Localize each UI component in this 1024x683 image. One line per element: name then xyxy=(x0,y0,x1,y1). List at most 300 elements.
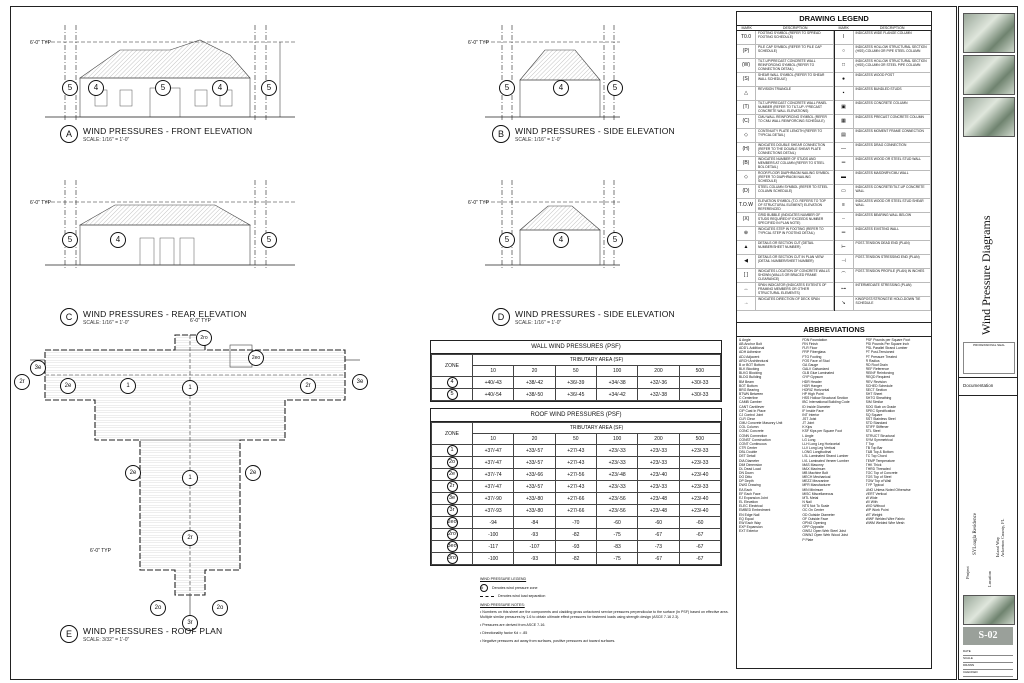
legend-description: GRID BUBBLE (INDICATES NUMBER OF STUDS REQUIRED IF EXCEEDS NUMBER SPECIFIED IN PLAN NOTE) xyxy=(756,213,834,226)
legend-row xyxy=(835,31,932,45)
abbreviations xyxy=(736,322,932,669)
abbreviation-item: IBC International Building Code xyxy=(802,400,850,405)
abbreviation-item: TYP Typical xyxy=(865,483,884,488)
drawing-legend xyxy=(736,11,932,323)
zone-cell xyxy=(432,553,473,565)
legend-row xyxy=(835,115,932,129)
view-title-a: WIND PRESSURES - FRONT ELEVATION xyxy=(83,126,253,136)
pressure-cell: +37/-74 xyxy=(473,469,514,481)
abbreviation-item: WT Weight xyxy=(865,512,883,517)
view-scale-b: SCALE: 1/16" = 1'-0" xyxy=(515,137,562,143)
pressure-cell: +37/-47 xyxy=(473,457,514,469)
zone-cell xyxy=(432,389,473,401)
abbreviation-item: WP Work Point xyxy=(865,508,889,513)
legend-description: POST-TENSION PROFILE (PLAN) IN INCHES xyxy=(854,269,932,282)
dim-typ: 6'-0" TYP xyxy=(90,548,111,554)
zone-circle-icon: 2eo xyxy=(447,517,458,528)
abbreviation-item: DBL Double xyxy=(739,450,758,455)
abbreviation-item: EXT Exterior xyxy=(739,529,759,534)
abbreviation-item: VERT Vertical xyxy=(865,491,887,496)
legend-row xyxy=(737,241,834,255)
abbreviation-item: TB Top Bar xyxy=(865,446,883,451)
pressure-cell: +40/-43 xyxy=(473,377,514,389)
abbreviation-item: P Plate xyxy=(802,537,814,542)
pressure-cell: -60 xyxy=(596,517,637,529)
zone-circle-icon: 3e xyxy=(447,493,458,504)
legend-symbol-icon: (D) xyxy=(737,185,756,198)
pressure-cell: +34/-42 xyxy=(596,389,637,401)
pressure-cell: +23/-33 xyxy=(638,445,679,457)
abbreviation-item: LONG Longitudinal xyxy=(802,450,832,455)
area-column-header: 200 xyxy=(638,434,679,445)
legend-row xyxy=(737,227,834,241)
area-column-header: 50 xyxy=(555,434,596,445)
legend-row xyxy=(835,283,932,297)
legend-row xyxy=(835,171,932,185)
legend-row xyxy=(737,157,834,171)
legend-description: INDICATES HOLLOW STRUCTURAL SECTION (HSS) COLUMN OR PIPE STEEL COLUMN xyxy=(854,45,932,58)
abbreviation-item: & Angle xyxy=(739,338,751,342)
abbreviation-item: GLB Glue Laminated xyxy=(802,371,834,376)
pressure-cell: +23/-33 xyxy=(638,481,679,493)
abbreviation-item: OD Outside Diameter xyxy=(802,512,835,517)
legend-row xyxy=(737,143,834,157)
view-marker-c: C xyxy=(60,308,78,326)
zone-cell xyxy=(432,529,473,541)
zone-bubble: 5 xyxy=(607,80,623,96)
zone-bubble: 4 xyxy=(553,232,569,248)
abbreviation-item: MAX Maximum xyxy=(802,466,826,471)
project-photo xyxy=(963,97,1015,137)
legend-row xyxy=(835,255,932,269)
abbreviation-item: PT Post-Tensioned xyxy=(865,350,895,355)
legend-description: CMU WALL REINFORCING SYMBOL (REFER TO CMU WALL REINFORCING SCHEDULE) xyxy=(756,115,834,128)
abbreviation-item: TEMP Temperature xyxy=(865,458,895,463)
pressure-cell: -107 xyxy=(514,541,555,553)
pressure-cell: +23/-33 xyxy=(596,445,637,457)
pressure-cell: -67 xyxy=(638,529,679,541)
abbreviation-item: HORIZ Horizontal xyxy=(802,387,830,392)
roof-pressure-table xyxy=(430,408,722,566)
legend-symbol-icon: ⌒ xyxy=(835,269,854,282)
legend-description: INDICATES MOMENT FRAME CONNECTION xyxy=(854,129,932,142)
pressure-cell: +33/-66 xyxy=(514,469,555,481)
project-photo xyxy=(963,13,1015,53)
view-scale-d: SCALE: 1/16" = 1'-0" xyxy=(515,320,562,326)
pressure-cell: +23/-48 xyxy=(638,505,679,517)
legend-row xyxy=(835,185,932,199)
legend-symbol-icon: ═ xyxy=(835,157,854,170)
abbreviation-item: GALV Galvanized xyxy=(802,367,830,372)
dim-typ: 6'-0" TYP xyxy=(30,200,51,206)
pressure-cell: -73 xyxy=(638,541,679,553)
zone-cell xyxy=(432,481,473,493)
legend-description: INDICATES LOCATION OF CONCRETE WALLS SHOWN (WALLS OR BRACED FRAME CLEARANCE) xyxy=(756,269,834,282)
side-elevation-d-drawing xyxy=(485,180,620,268)
zone-header: ZONE xyxy=(432,423,473,445)
wall-table-title: WALL WIND PRESSURES (PSF) xyxy=(431,341,721,354)
zone-circle-icon: 2e xyxy=(447,469,458,480)
legend-description: CONTINUITY PLATE LENGTH (REFER TO TYPICAL DETAIL) xyxy=(756,129,834,142)
legend-symbol-icon: (W) xyxy=(737,59,756,72)
abbreviation-item: FRP Fiberglass xyxy=(802,350,826,355)
abbreviation-item: REF Reference xyxy=(865,367,890,372)
abbreviation-item: FLR Floor xyxy=(802,346,818,351)
table-row xyxy=(432,553,721,565)
abbreviation-item: OWSJ Open Web Steel Joist xyxy=(802,529,846,534)
project-name: SYLoagla Residence xyxy=(973,512,978,555)
table-row xyxy=(432,469,721,481)
abbreviation-item: HGR Hanger xyxy=(802,383,822,388)
legend-symbol-icon: (P) xyxy=(737,45,756,58)
abbreviation-item: EL Elevation xyxy=(739,500,758,505)
abbreviation-item: SCHED Schedule xyxy=(865,383,893,388)
zone-bubble: 2r xyxy=(182,530,198,546)
area-column-header: 100 xyxy=(596,434,637,445)
title-block-meta: CHECKED xyxy=(963,670,1013,677)
pressure-cell: -67 xyxy=(679,553,720,565)
abbreviation-item: EMBED Embedment xyxy=(739,508,771,513)
rear-elevation-drawing xyxy=(45,180,295,268)
abbreviation-item: LG Long xyxy=(802,437,816,442)
pressure-cell: -67 xyxy=(638,553,679,565)
abbreviation-item: STRUCT Structural xyxy=(865,433,895,438)
abbreviation-item: STIFF Stiffener xyxy=(865,425,889,430)
abbreviation-item: N Nail xyxy=(802,500,812,505)
location-label: Location xyxy=(987,571,992,587)
legend-description: INDICATES STEP IN FOOTING (REFER TO TYPICAL STEP IN FOOTING DETAIL) xyxy=(756,227,834,240)
abbreviation-item: DN Down xyxy=(739,471,754,475)
abbreviation-item: BRG Bearing xyxy=(739,387,759,392)
abbreviation-item: FOS Face of Stud xyxy=(802,358,830,363)
abbreviation-item: IF Inside Face xyxy=(802,408,824,413)
pressure-cell: +23/-33 xyxy=(596,457,637,469)
legend-description: ROOF/FLOOR DIAPHRAGM NAILING SYMBOL (REFER TO DIAPHRAGM NAILING SCHEDULE) xyxy=(756,171,834,184)
note-item: • Pressures are derived from ASCE 7-16. xyxy=(480,623,546,627)
area-column-header: 100 xyxy=(596,366,637,377)
legend-symbol-icon: ◇ xyxy=(737,129,756,142)
zone-bubble: 5 xyxy=(62,80,78,96)
legend-description: DETAILS OR SECTION CUT (DETAIL NUMBER/SHEET NUMBER) xyxy=(756,241,834,254)
view-scale-a: SCALE: 1/16" = 1'-0" xyxy=(83,137,130,143)
abbreviation-item: EJ Expansion Joint xyxy=(739,495,768,500)
abbreviation-item: B or BOT Bottom xyxy=(739,362,765,367)
project-photo xyxy=(963,55,1015,95)
abbreviation-item: BLKG Blocking xyxy=(739,371,762,376)
zone-bubble: 2e xyxy=(60,378,76,394)
abbreviation-item: THRD Threaded xyxy=(865,466,891,471)
legend-col-mark: MARK xyxy=(838,26,849,30)
wall-pressure-table xyxy=(430,340,722,402)
abbreviation-item: SOG Slab on Grade xyxy=(865,404,896,409)
pressure-cell: +36/-45 xyxy=(555,389,596,401)
abbreviation-item: LVL Laminated Veneer Lumber xyxy=(802,458,849,463)
side-elevation-b-drawing xyxy=(485,25,620,120)
abbreviation-item: FIN Finish xyxy=(802,342,818,347)
pressure-cell: +27/-66 xyxy=(555,493,596,505)
legend-symbol-icon: ⊣ xyxy=(835,255,854,268)
pressure-cell: -100 xyxy=(473,553,514,565)
legend-row xyxy=(737,199,834,213)
abbreviation-item: SQ Square xyxy=(865,412,883,417)
table-row xyxy=(432,541,721,553)
title-block-meta: SCALE xyxy=(963,656,1013,663)
view-scale-c: SCALE: 1/16" = 1'-0" xyxy=(83,320,130,326)
abbreviation-item: DO Ditto xyxy=(739,475,752,480)
note-item: • Directionality factor Kd = .85 xyxy=(480,631,528,635)
pressure-cell: -93 xyxy=(555,541,596,553)
zone-circle-icon: 3ro xyxy=(447,553,458,564)
zone-bubble: 5 xyxy=(499,232,515,248)
legend-row xyxy=(835,269,932,283)
abbreviation-item: TOS Top of Steel xyxy=(865,475,892,480)
pressure-cell: +33/-57 xyxy=(514,457,555,469)
legend-symbol-icon: ▣ xyxy=(835,101,854,114)
abbreviation-item: DIM Dimension xyxy=(739,462,763,467)
legend-description: INDICATES PRECAST CONCRETE COLUMN xyxy=(854,115,932,128)
abbreviation-item: EN Edge Nail xyxy=(739,512,760,517)
abbreviation-item: MEZZ Mezzanine xyxy=(802,479,829,484)
zone-cell xyxy=(432,457,473,469)
legend-description: INDICATES WOOD OR STEEL STUD WALL xyxy=(854,157,932,170)
legend-symbol-icon: (C) xyxy=(737,115,756,128)
pressure-cell: +36/-39 xyxy=(555,377,596,389)
legend-symbol-icon: ◀ xyxy=(737,255,756,268)
abbreviation-item: CLR Clear xyxy=(739,416,755,421)
pressure-cell: +23/-56 xyxy=(596,505,637,517)
legend-symbol-icon: ↔ xyxy=(737,283,756,296)
abbreviation-item: GA Gauge xyxy=(802,362,819,367)
legend-symbol-icon: ↘ xyxy=(835,297,854,310)
legend-symbol-icon: (S) xyxy=(737,73,756,86)
legend-description: INDICATES NUMBER OF STUDS AND MEMBERS AT COLUMN (REFER TO STEEL BOL DETAIL) xyxy=(756,157,834,170)
abbreviation-item: SST Stainless Steel xyxy=(865,416,896,421)
table-row xyxy=(432,517,721,529)
zone-circle-icon: 2o xyxy=(447,457,458,468)
abbreviation-item: CONC Concrete xyxy=(739,429,764,434)
abbreviation-item: THK Thick xyxy=(865,462,882,467)
pressure-cell: +23/-33 xyxy=(638,457,679,469)
zone-bubble: 3e xyxy=(30,360,46,376)
abbreviation-item: RD Roof Drain xyxy=(865,362,888,367)
legend-description: INDICATES DRAG CONNECTION xyxy=(854,143,932,156)
table-row xyxy=(432,445,721,457)
legend-symbol-icon: ▤ xyxy=(835,129,854,142)
pressure-cell: -84 xyxy=(514,517,555,529)
dim-typ: 6'-0" TYP xyxy=(190,318,211,324)
abbreviation-item: STL Steel xyxy=(865,429,881,434)
pressure-cell: -82 xyxy=(555,529,596,541)
pressure-cell: +33/-80 xyxy=(514,493,555,505)
abbreviation-item: CONN Connection xyxy=(739,433,768,438)
abbreviation-item: CAMB Camber xyxy=(739,400,762,405)
legend-symbol-icon: ▦ xyxy=(835,115,854,128)
dim-typ: 6'-0" TYP xyxy=(468,200,489,206)
notes-title: WIND PRESSURE NOTES: xyxy=(480,603,525,607)
pressure-cell: +23/-40 xyxy=(679,493,720,505)
area-column-header: 10 xyxy=(473,434,514,445)
legend-description: STEEL COLUMN SYMBOL (REFER TO STEEL COLUMN SCHEDULE) xyxy=(756,185,834,198)
abbreviation-item: CTR Center xyxy=(739,446,758,451)
legend-symbol-icon: △ xyxy=(737,87,756,100)
pressure-legend-notes xyxy=(480,577,730,647)
abbreviation-item: ID Inside Diameter xyxy=(802,404,831,409)
zone-header: ZONE xyxy=(432,355,473,377)
abbreviation-item: SPEC Specification xyxy=(865,408,896,413)
zone-bubble: 1 xyxy=(182,380,198,396)
legend-row xyxy=(835,143,932,157)
abbreviation-item: ELEC Electrical xyxy=(739,504,763,509)
pressure-cell: +30/-33 xyxy=(679,377,720,389)
abbreviation-item: MAS Masonry xyxy=(802,462,824,467)
zone-bubble: 1 xyxy=(120,378,136,394)
legend-description: INDICATES HOLLOW STRUCTURAL SECTION (HSS) COLUMN OR STEEL PIPE COLUMN xyxy=(854,59,932,72)
legend-description: DETAILS OR SECTION CUT IN PLAN VIEW (DETAIL NUMBER/SHEET NUMBER) xyxy=(756,255,834,268)
abbreviation-item: FTG Footing xyxy=(802,354,822,359)
legend-symbol-icon: ▭ xyxy=(835,185,854,198)
legend-row xyxy=(737,45,834,59)
area-column-header: 500 xyxy=(679,434,720,445)
abbreviation-item: REINF Reinforcing xyxy=(865,371,894,376)
zone-bubble: 5 xyxy=(607,232,623,248)
abbreviation-item: SYM Symmetrical xyxy=(865,437,893,442)
abbreviation-item: ARCH Architectural xyxy=(739,358,769,363)
zone-bubble: 2r xyxy=(14,374,30,390)
pressure-cell: -67 xyxy=(679,541,720,553)
pressure-cell: +23/-56 xyxy=(596,493,637,505)
zone-bubble: 5 xyxy=(261,232,277,248)
area-header: TRIBUTARY AREA (SF) xyxy=(473,423,721,434)
legend-col-desc: DESCRIPTION xyxy=(782,26,808,30)
pressure-cell: +23/-48 xyxy=(638,493,679,505)
legend-symbol-icon: ▲ xyxy=(737,241,756,254)
abbreviation-item: K Kips xyxy=(802,425,813,430)
legend-symbol-icon: I xyxy=(835,31,854,44)
legend-row xyxy=(737,129,834,143)
abbreviation-item: EA Each xyxy=(739,487,753,492)
pressure-cell: +23/-40 xyxy=(679,469,720,481)
zone-circle-icon: # xyxy=(480,584,488,592)
legend-item-separation: Denotes wind load separation xyxy=(498,594,546,598)
legend-description: INDICATES CONCRETE COLUMN xyxy=(854,101,932,114)
abbreviation-item: AB Anchor Bolt xyxy=(739,342,762,347)
pressure-cell: +23/-48 xyxy=(596,469,637,481)
abbreviation-item: BLK Blocking xyxy=(739,367,760,372)
legend-description: PILE CAP SYMBOL (REFER TO PILE CAP SCHEDULE) xyxy=(756,45,834,58)
abbreviation-item: SHT Sheet xyxy=(865,392,883,397)
pressure-cell: -100 xyxy=(473,529,514,541)
view-title-e: WIND PRESSURES - ROOF PLAN xyxy=(83,626,223,636)
area-column-header: 20 xyxy=(514,366,555,377)
abbreviation-item: TOC Top of Concrete xyxy=(865,471,898,475)
zone-circle-icon: 2r xyxy=(447,481,458,492)
zone-bubble: 2o xyxy=(150,600,166,616)
seal-label: PROFESSIONAL SEAL xyxy=(973,343,1005,347)
pressure-cell: +38/-42 xyxy=(514,377,555,389)
zone-bubble: 3e xyxy=(352,374,368,390)
pressure-cell: +37/-47 xyxy=(473,445,514,457)
abbreviation-item: HP High Point xyxy=(802,392,824,397)
pressure-cell: +32/-38 xyxy=(638,389,679,401)
abbreviation-item: UNO Unless Noted Otherwise xyxy=(865,487,911,492)
abbreviation-item: DET Detail xyxy=(739,454,756,459)
legend-item-zone: Denotes wind pressure zone xyxy=(492,585,538,590)
legend-symbol-icon: (H) xyxy=(737,143,756,156)
view-marker-d: D xyxy=(492,308,510,326)
dim-typ: 6'-0" TYP xyxy=(30,40,51,46)
abbreviation-item: KSF Kips per Square Foot xyxy=(802,429,842,434)
abbreviation-column xyxy=(802,338,865,542)
zone-circle-icon: 3r xyxy=(447,505,458,516)
abbreviation-item: W Wide xyxy=(865,495,878,500)
zone-bubble: 2r xyxy=(300,378,316,394)
zone-bubble: 3r xyxy=(182,615,198,631)
legend-row xyxy=(737,185,834,199)
abbreviation-item: SIM Similar xyxy=(865,400,883,405)
note-item: • Numbers on this sheet are the components and cladding gross unfactored service pressures perpendicular to the surface (In PSF) based on effective area. Multiple similar pressures by 1.6 to obtain ultimate effect pressures for fastened loads using strength design (ASCE 7-16 2.3). xyxy=(480,610,729,619)
abbreviation-item: NTS Not To Scale xyxy=(802,504,830,509)
abbreviation-item: EQ Equal xyxy=(739,516,754,521)
legend-symbol-icon: T0.0 xyxy=(737,31,756,44)
legend-row xyxy=(835,227,932,241)
abbreviation-item: CJ Control Joint xyxy=(739,412,764,417)
legend-symbol-icon: (B) xyxy=(737,157,756,170)
table-row xyxy=(432,389,721,401)
legend-symbol-icon: ⊶ xyxy=(835,283,854,296)
abbreviation-item: BLDG Building xyxy=(739,375,762,380)
pressure-cell: -94 xyxy=(473,517,514,529)
pressure-cell: +23/-33 xyxy=(679,481,720,493)
abbreviation-item: CANT Cantilever xyxy=(739,404,765,409)
abbreviation-item: W/O Without xyxy=(865,504,885,509)
abbreviation-item: PSI Pounds Per Square Inch xyxy=(865,342,910,347)
view-marker-a: A xyxy=(60,125,78,143)
legend-row xyxy=(835,241,932,255)
pressure-cell: +37/-90 xyxy=(473,493,514,505)
abbreviation-item: R Radius xyxy=(865,358,880,363)
legend-col-mark: MARK xyxy=(741,26,752,30)
abbreviation-item: T&B Top & Bottom xyxy=(865,450,894,455)
abbreviation-item: WWM Welded Wire Mesh xyxy=(865,520,905,525)
pressure-cell: +38/-50 xyxy=(514,389,555,401)
zone-bubble: 5 xyxy=(261,80,277,96)
pressure-cell: +23/-40 xyxy=(638,469,679,481)
table-row xyxy=(432,529,721,541)
abbreviation-item: INT Interior xyxy=(802,412,820,417)
view-title-d: WIND PRESSURES - SIDE ELEVATION xyxy=(515,309,675,319)
abbreviation-item: OPNG Opening xyxy=(802,520,827,525)
legend-description: POST-TENSION DEAD END (PLAN) xyxy=(854,241,932,254)
legend-description: SHEAR WALL SYMBOL (REFER TO SHEAR WALL SCHEDULE) xyxy=(756,73,834,86)
legend-symbol-icon: ○ xyxy=(835,45,854,58)
title-block xyxy=(958,6,1018,680)
legend-row xyxy=(737,171,834,185)
zone-cell xyxy=(432,541,473,553)
legend-row xyxy=(835,87,932,101)
legend-description: TILT-UP/PRECAST CONCRETE WALL REINFORCING SYMBOL (REFER TO CONNECTION DETAIL) xyxy=(756,59,834,72)
view-marker-b: B xyxy=(492,125,510,143)
view-scale-e: SCALE: 3/32" = 1'-0" xyxy=(83,637,130,643)
pressure-cell: -75 xyxy=(596,553,637,565)
pressure-cell: -93 xyxy=(514,553,555,565)
abbreviation-item: PSL Parallel Strand Lumber xyxy=(865,346,908,351)
abbreviation-item: MECH Mechanical xyxy=(802,475,831,480)
legend-row xyxy=(737,87,834,101)
zone-bubble: 2ro xyxy=(196,330,212,346)
abbreviation-item: WWF Welded Wire Fabric xyxy=(865,516,905,521)
note-item: • Negative pressures act away from surfaces, positive pressures act toward surfaces. xyxy=(480,639,616,643)
abbreviation-item: SHTG Sheathing xyxy=(865,396,892,401)
